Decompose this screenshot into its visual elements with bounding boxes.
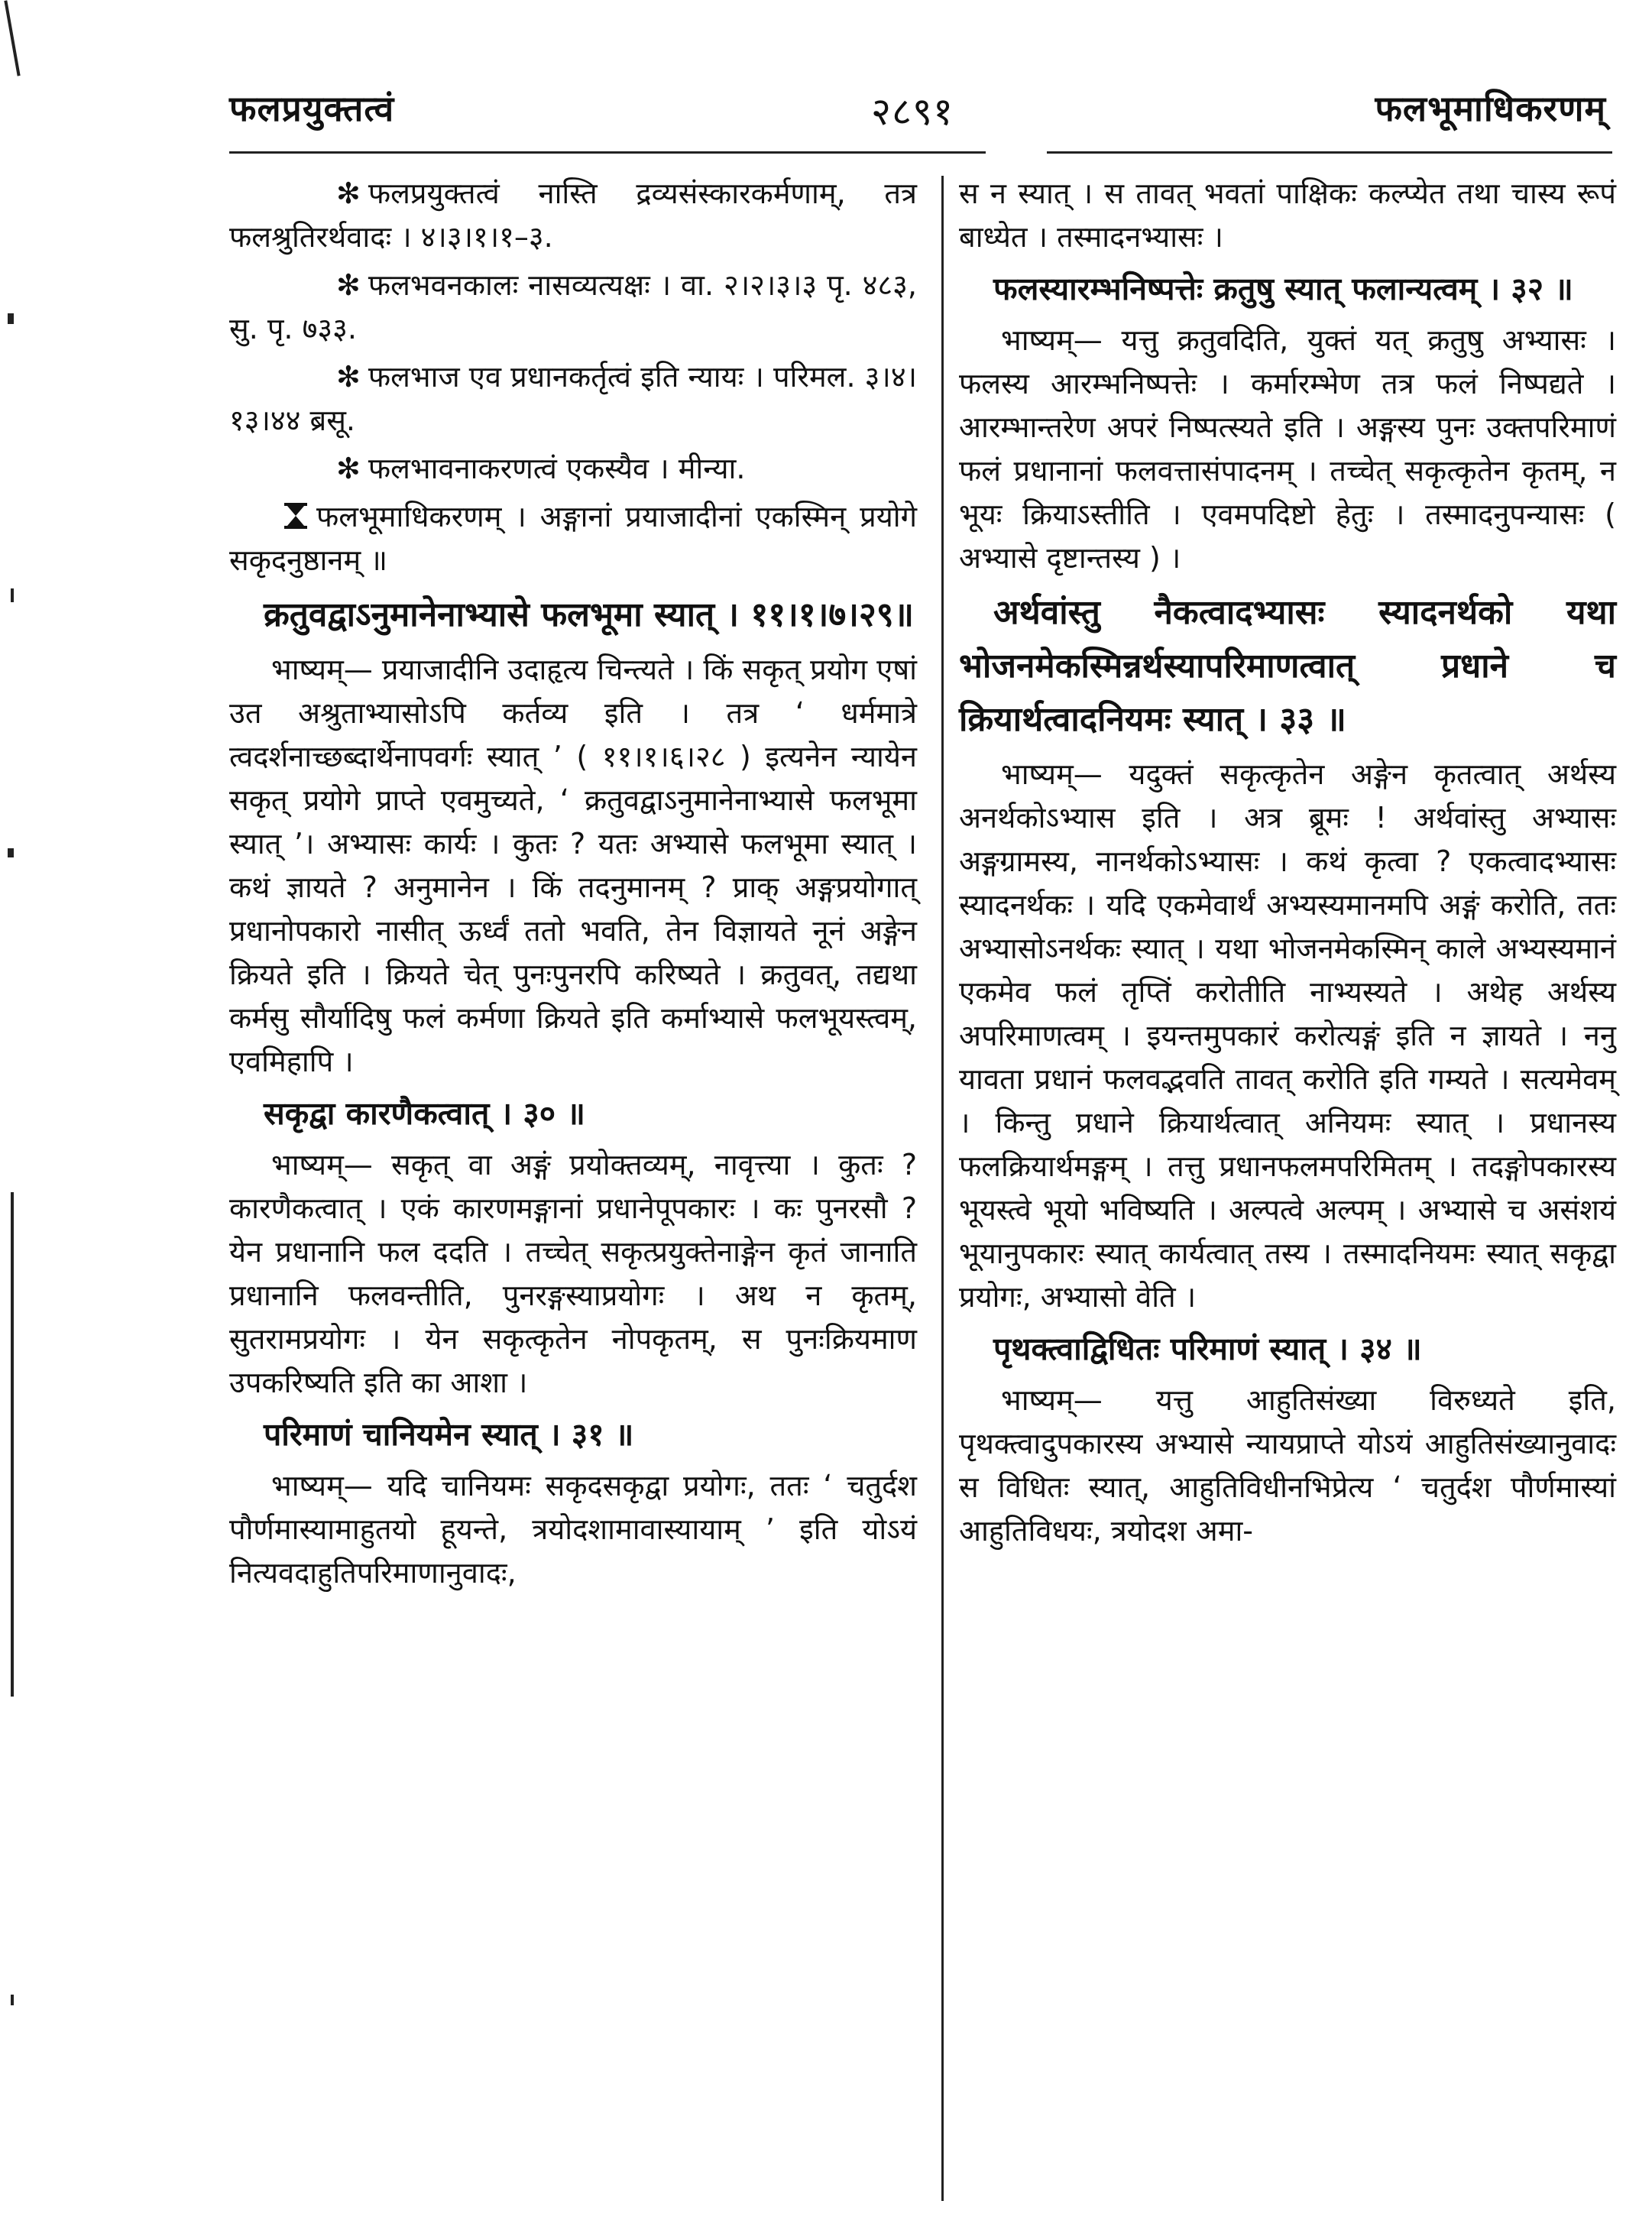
running-title-left: फलप्रयुक्तत्वं — [229, 88, 395, 129]
sutra-31: परिमाणं चानियमेन स्यात् । ३१ ॥ — [264, 1416, 634, 1453]
bhashya-32: भाष्यम्— यत्तु क्रतुवदिति, युक्तं यत् क्रतुषु अभ्यासः । फलस्य आरम्भनिष्पत्तेः । कर्मारम्भेण तत्र फलं निष्पद्यते । आरम्भान्तरेण अपरं निष्पत्स्यते इति । अङ्गस्य पुनः उक्तपरिमाणं फलं प्रधानानां फलवत्तासंपादनम् । तच्चेत् सकृत्कृतेन कृतम्, न भूयः क्रियाऽस्तीति । एवमपदिष्टो हेतुः । तस्मादनुपन्यासः ( अभ्यासे दृष्टान्तस्य ) । — [959, 323, 1616, 575]
header-rule-left — [229, 151, 986, 154]
continuation-paragraph: स न स्यात् । स तावत् भवतां पाक्षिकः कल्प्येत तथा चास्य रूपं बाध्येत । तस्मादनभ्यासः । — [959, 177, 1616, 254]
entry-text: फलभवनकालः नासव्यत्यक्षः । वा. २।२।३।३ पृ. ४८३, सु. पृ. ७३३. — [229, 268, 917, 345]
entry-paragraph — [229, 355, 917, 442]
right-column — [959, 172, 1616, 1557]
margin-mark-dot-1 — [8, 313, 14, 324]
sutra-29: क्रतुवद्वाऽनुमानेनाभ्यासे फलभूमा स्यात् । ११।१।७।२९॥ — [264, 595, 915, 634]
page-number: २८९१ — [871, 89, 954, 134]
left-column — [229, 172, 917, 1600]
running-title-right: फलभूमाधिकरणम् — [1375, 88, 1606, 129]
hourglass-icon — [283, 502, 309, 530]
entry-text: फलभावनाकरणत्वं एकस्यैव । मीन्या. — [368, 452, 746, 485]
page-header — [0, 0, 1652, 153]
asterisk-flower-icon: ✻ — [336, 452, 361, 485]
sutra-34: पृथक्त्वाद्विधितः परिमाणं स्यात् । ३४ ॥ — [993, 1331, 1422, 1367]
bhashya-33: भाष्यम्— यदुक्तं सकृत्कृतेन अङ्गेन कृतत्वात् अर्थस्य अनर्थकोऽभ्यास इति । अत्र ब्रूमः ! अर्थवांस्तु अभ्यासः अङ्गग्रामस्य, नानर्थकोऽभ्यासः । कथं कृत्वा ? एकत्वादभ्यासः स्यादनर्थकः । यदि एकमेवार्थं अभ्यस्यमानमपि अङ्गं करोति, ततः अभ्यासोऽनर्थकः स्यात् । यथा भोजनमेकस्मिन् काले अभ्यस्यमानं एकमेव फलं तृप्तिं करोतीति नाभ्यस्यते । अथेह अर्थस्य अपरिमाणत्वम् । इयन्तमुपकारं करोत्यङ्गं इति न ज्ञायते । ननु यावता प्रधानं फलवद्भवति तावत् करोति इति गम्यते । सत्यमेवम् । किन्तु प्रधाने क्रियार्थत्वात् अनियमः स्यात् । प्रधानस्य फलक्रियार्थमङ्गम् । तत्तु प्रधानफलमपरिमितम् । तदङ्गोपकारस्य भूयस्त्वे भूयो भविष्यति । अल्पत्वे अल्पम् । अभ्यासे च असंशयं भूयानुपकारः स्यात् कार्यत्वात् तस्य । तस्मादनियमः स्यात् सकृद्वा प्रयोगः, अभ्यासो वेति । — [959, 757, 1616, 1314]
margin-mark-bar — [11, 1192, 14, 1697]
sutra-30: सकृद्वा कारणैकत्वात् । ३० ॥ — [264, 1095, 585, 1132]
sutra-33: अर्थवांस्तु नैकत्वादभ्यासः स्यादनर्थको यथा भोजनमेकस्मिन्नर्थस्यापरिमाणत्वात् प्रधाने च क्रियार्थत्वादनियमः स्यात् । ३३ ॥ — [959, 593, 1616, 739]
header-rule-right — [1047, 151, 1612, 154]
entry-paragraph — [229, 172, 917, 259]
margin-mark-dot-4 — [11, 1995, 14, 2005]
margin-mark-dot-2 — [11, 588, 14, 602]
entry-paragraph — [229, 264, 917, 351]
asterisk-flower-icon: ✻ — [336, 268, 361, 302]
sutra-32: फलस्यारम्भनिष्पत्तेः क्रतुषु स्यात् फलान्यत्वम् । ३२ ॥ — [993, 271, 1573, 307]
bhashya-31: भाष्यम्— यदि चानियमः सकृदसकृद्वा प्रयोगः, ततः ‘ चतुर्दश पौर्णमास्यामाहुतयो हूयन्ते, त्रयोदशामावास्यायाम् ’ इति योऽयं नित्यवदाहुतिपरिमाणानुवादः, — [229, 1469, 917, 1590]
bhashya-29: भाष्यम्— प्रयाजादीनि उदाहृत्य चिन्त्यते । किं सकृत् प्रयोग एषां उत अश्रुताभ्यासोऽपि कर्तव्य इति । तत्र ‘ धर्ममात्रे त्वदर्शनाच्छब्दार्थेनापवर्गः स्यात् ’ ( ११।१।६।२८ ) इत्यनेन न्यायेन सकृत् प्रयोगे प्राप्ते एवमुच्यते, ‘ क्रतुवद्वाऽनुमानेनाभ्यासे फलभूमा स्यात् ’। अभ्यासः कार्यः । कुतः ? यतः अभ्यासे फलभूमा स्यात् । कथं ज्ञायते ? अनुमानेन । किं तदनुमानम् ? प्राक् अङ्गप्रयोगात् प्रधानोपकारो नासीत् ऊर्ध्वं ततो भवति, तेन विज्ञायते नूनं अङ्गेन क्रियते इति । क्रियते चेत् पुनःपुनरपि करिष्यते । क्रतुवत्, तद्यथा कर्मसु सौर्यादिषु फलं कर्मणा क्रियते इति कर्माभ्यासे फलभूयस्त्वम्, एवमिहापि । — [229, 653, 917, 1078]
entry-text: फलभूमाधिकरणम् । अङ्गानां प्रयाजादीनां एकस्मिन् प्रयोगे सकृदनुष्ठानम् ॥ — [229, 500, 917, 577]
entry-paragraph — [229, 447, 917, 491]
bhashya-34: भाष्यम्— यत्तु आहुतिसंख्या विरुध्यते इति, पृथक्त्वादुपकारस्य अभ्यासे न्यायप्राप्ते योऽयं आहुतिसंख्यानुवादः स विधितः स्यात्, आहुतिविधीनभिप्रेत्य ‘ चतुर्दश पौर्णमास्यां आहुतिविधयः, त्रयोदश अमा- — [959, 1383, 1616, 1548]
margin-mark-dot-3 — [8, 848, 14, 857]
asterisk-flower-icon: ✻ — [336, 360, 361, 394]
entry-text: फलप्रयुक्तत्वं नास्ति द्रव्यसंस्कारकर्मणाम्, तत्र फलश्रुतिरर्थवादः । ४।३।१।१–३. — [229, 177, 917, 254]
asterisk-flower-icon: ✻ — [336, 177, 361, 210]
entry-paragraph — [229, 495, 917, 582]
bhashya-30: भाष्यम्— सकृत् वा अङ्गं प्रयोक्तव्यम्, नावृत्त्या । कुतः ? कारणैकत्वात् । एकं कारणमङ्गानां प्रधानेपूपकारः । कः पुनरसौ ? येन प्रधानानि फल ददति । तच्चेत् सकृत्प्रयुक्तेनाङ्गेन कृतं जानाति प्रधानानि फलवन्तीति, पुनरङ्गस्याप्रयोगः । अथ न कृतम्, सुतरामप्रयोगः । येन सकृत्कृतेन नोपकृतम्, स पुनःक्रियमाण उपकरिष्यति इति का आशा । — [229, 1148, 917, 1399]
column-divider — [941, 176, 944, 2201]
entry-text: फलभाज एव प्रधानकर्तृत्वं इति न्यायः । परिमल. ३।४।१३।४४ ब्रसू. — [229, 360, 917, 437]
